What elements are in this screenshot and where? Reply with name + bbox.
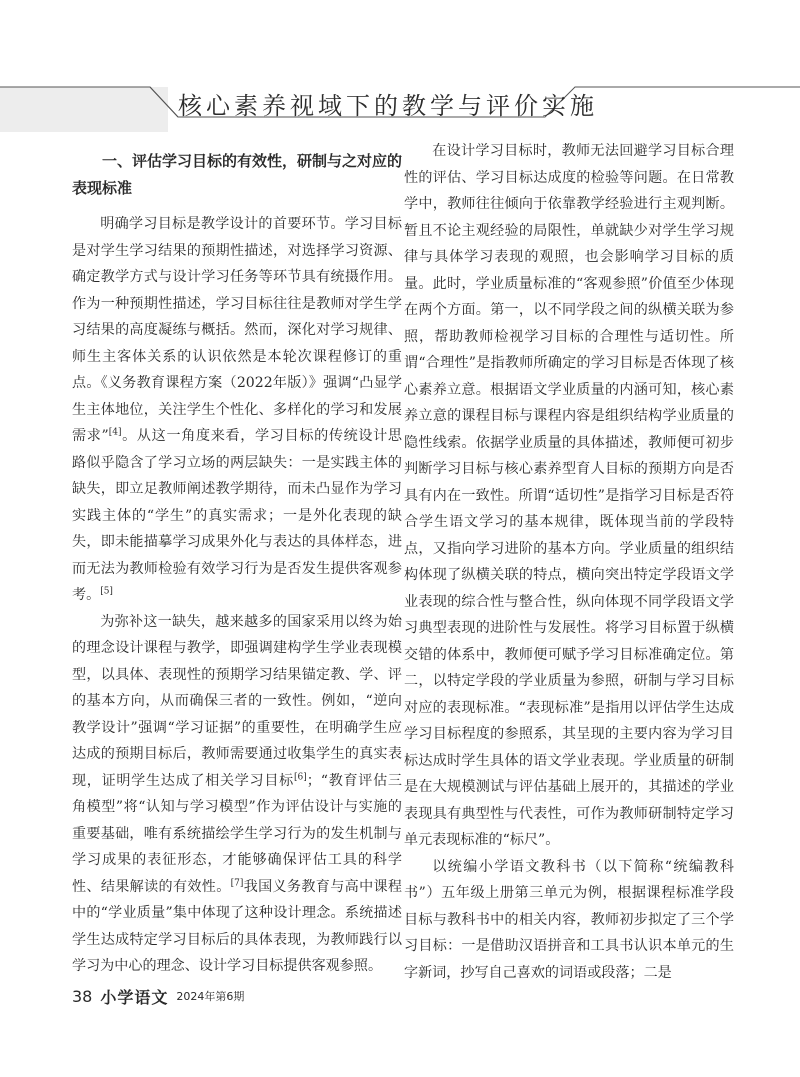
paragraph-2 <box>72 609 402 980</box>
section-title: 核心素养视域下的教学与评价实施 <box>178 92 598 120</box>
reference-5: [5] <box>100 586 113 597</box>
magazine-logo: 小学语文 <box>100 987 169 1007</box>
paragraph-text: 。从这一角度来看，学习目标的传统设计思路似乎隐含了学习立场的两层缺失：一是实践主体的缺失，即立足教师阐述教学期待，而未凸显作为学习实践主体的“学生”的真实需求；一是外化表现的缺失，即未能描摹学习成果外化与表达的具体样态，进而无法为教师检验有效学习行为是否发生提供客观参考。 <box>72 428 402 603</box>
paragraph-4: 以统编小学语文教科书（以下简称“统编教科书”）五年级上册第三单元为例，根据课程标准学段目标与教科书中的相关内容，教师初步拟定了三个学习目标：一是借助汉语拼音和工具书认识本单元的生字新词，抄写自己喜欢的词语或段落；二是 <box>404 858 734 981</box>
section-banner <box>0 72 800 132</box>
section-heading: 一、评估学习目标的有效性，研制与之对应的表现标准 <box>72 152 403 197</box>
issue-label: 2024年第6期 <box>176 990 245 1003</box>
paragraph-text: 明确学习目标是教学设计的首要环节。学习目标是对学生学习结果的预期性描述，对选择学习资源、确定教学方式与设计学习任务等环节具有统摄作用。作为一种预期性描述，学习目标往往是教师对学生学习结果的高度凝练与概括。然而，深化对学习规律、师生主客体关系的认识依然是本轮次课程修订的重点。《义务教育课程方案（2022年版）》强调“凸显学生主体地位，关注学生个性化、多样化的学习和发展需求” <box>72 216 402 444</box>
reference-6: [6] <box>293 771 307 782</box>
reference-7: [7] <box>230 877 244 888</box>
paragraph-3: 在设计学习目标时，教师无法回避学习目标合理性的评估、学习目标达成度的检验等问题。在日常教学中，教师往往倾向于依靠教学经验进行主观判断。暂且不论主观经验的局限性，单就缺少对学生学习规律与具体学习表现的观照，也会影响学习目标的质量。此时，学业质量标准的“客观参照”价值至少体现在两个方面。第一，以不同学段之间的纵横关联为参照，帮助教师检视学习目标的合理性与适切性。所谓“合理性”是指教师所确定的学习目标是否体现了核心素养立意。根据语文学业质量的内涵可知，核心素养立意的课程目标与课程内容是组织结构学业质量的隐性线索。依据学业质量的具体描述，教师便可初步判断学习目标与核心素养型育人目标的预期方向是否具有内在一致性。所谓“适切性”是指学习目标是否符合学生语文学习的基本规律，既体现当前的学段特点，又指向学习进阶的基本方向。学业质量的组织结构体现了纵横关联的特点，横向突出特定学段语文学业表现的综合性与整合性，纵向体现不同学段语文学习典型表现的进阶性与发展性。将学习目标置于纵横交错的体系中，教师便可赋予学习目标准确定位。第二，以特定学段的学业质量为参照，研制与学习目标对应的表现标准。“表现标准”是指用以评估学生达成学习目标程度的参照系，其呈现的主要内容为学习目标达成时学生具体的语文学业表现。学业质量的研制是在大规模测试与评估基础上展开的，其描述的学业表现具有典型性与代表性，可作为教师研制特定学习单元表现标准的“标尺”。 <box>404 143 734 848</box>
paragraph-text: 我国义务教育与高中课程中的“学业质量”集中体现了这种设计理念。系统描述学生达成特定学习目标后的具体表现，为教师践行以学习为中心的理念、设计学习目标提供客观参照。 <box>72 878 402 974</box>
left-column <box>72 138 402 980</box>
right-column <box>404 138 734 986</box>
page-footer <box>72 984 244 1008</box>
paragraph-text: ；“教育评估三角模型”将“认知与学习模型”作为评估设计与实施的重要基础，唯有系统描绘学生学习行为的发生机制与学习成果的表征形态，才能够确保评估工具的科学性、结果解读的有效性。 <box>72 772 402 895</box>
paragraph-text: 为弥补这一缺失，越来越多的国家采用以终为始的理念设计课程与教学，即强调建构学生学业表现模型，以具体、表现性的预期学习结果锚定教、学、评的基本方向，从而确保三者的一致性。例如，“逆向教学设计”强调“学习证据”的重要性，在明确学生应达成的预期目标后，教师需要通过收集学生的真实表现，证明学生达成了相关学习目标 <box>72 613 402 789</box>
paragraph-1 <box>72 211 402 609</box>
reference-4: [4] <box>108 427 122 438</box>
page-number: 38 <box>72 986 93 1006</box>
